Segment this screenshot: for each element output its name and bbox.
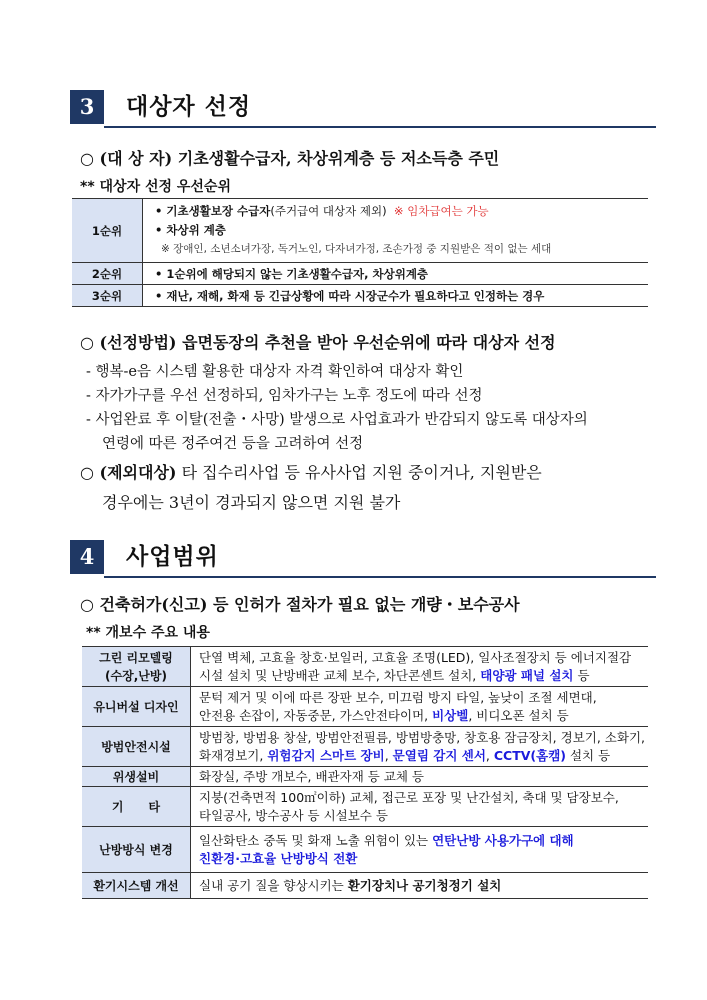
target-line: ○ (대 상 자) 기초생활수급자, 차상위계층 등 저소득층 주민 [80,149,500,168]
table-row: 난방방식 변경 일산화탄소 중독 및 화재 노출 위험이 있는 연탄난방 사용가구에 대해 친환경·고효율 난방방식 전환 [82,827,648,873]
section-number: 3 [70,90,104,124]
scope-line: ○ 건축허가(신고) 등 인허가 절차가 필요 없는 개량・보수공사 [80,595,520,614]
method-item: - 자가가구를 우선 선정하되, 임차가구는 노후 정도에 따라 선정 [86,388,483,404]
exclusion-line-2: 경우에는 3년이 경과되지 않으면 지원 불가 [102,493,401,512]
table-row: 1순위 • 기초생활보장 수급자(주거급여 대상자 제외) ※ 임차급여는 가능 • 차상위 계층 ※ 장애인, 소년소녀가장, 독거노인, 다자녀가정, 조손가정 중 지원받은 적이 없는 세대 [72,199,648,263]
section-number: 4 [70,540,104,574]
section-4-header [70,538,656,578]
repair-table [82,646,648,899]
rank1-note-red: ※ 임차급여는 가능 [393,204,489,218]
section-rule [104,126,656,128]
rank1-item1: 기초생활보장 수급자 [166,204,271,218]
rank-label: 3순위 [72,285,143,307]
table-row: 위생설비 화장실, 주방 개보수, 배관자재 등 교체 등 [82,767,648,787]
rank-label: 2순위 [72,263,143,285]
priority-table [72,198,648,307]
section-title: 대상자 선정 [126,94,252,120]
rank2-text: • 1순위에 해당되지 않는 기초생활수급자, 차상위계층 [143,263,649,285]
method-item: - 사업완료 후 이탈(전출・사망) 발생으로 사업효과가 반감되지 않도록 대상자의 [86,412,588,428]
method-line: ○ (선정방법) 읍면동장의 추천을 받아 우선순위에 따라 대상자 선정 [80,333,556,352]
table-row [72,263,648,285]
table-row: 환기시스템 개선 실내 공기 질을 향상시키는 환기장치나 공기청정기 설치 [82,873,648,899]
rank3-text: • 재난, 재해, 화재 등 긴급상황에 따라 시장군수가 필요하다고 인정하는 경우 [143,285,649,307]
priority-heading: ** 대상자 선정 우선순위 [80,179,231,195]
table-row: 그린 리모델링 (수장,난방) 단열 벽체, 고효율 창호·보일러, 고효율 조명(LED), 일사조절장치 등 에너지절감 시설 설치 및 난방배관 교체 보수, 차단콘센트 설치, 태양광 패널 설치 등 [82,647,648,687]
repair-heading: ** 개보수 주요 내용 [86,625,210,641]
rank1-note: ※ 장애인, 소년소녀가장, 독거노인, 다자녀가정, 조손가정 중 지원받은 적이 없는 세대 [161,243,552,255]
table-row: 기 타 지붕(건축면적 100㎡이하) 교체, 접근로 포장 및 난간설치, 축대 및 담장보수, 타일공사, 방수공사 등 시설보수 등 [82,787,648,827]
table-row: 유니버설 디자인 문턱 제거 및 이에 따른 장판 보수, 미끄럼 방지 타일, 높낮이 조절 세면대, 안전용 손잡이, 자동중문, 가스안전타이머, 비상벨, 비디오폰 설치 등 [82,687,648,727]
table-row: 방범안전시설 방범창, 방범용 창살, 방범안전필름, 방범방충망, 창호용 잠금장치, 경보기, 소화기, 화재경보기, 위험감지 스마트 장비, 문열림 감지 센서, CCTV(홈캠) 설치 등 [82,727,648,767]
exclusion-line: ○ (제외대상) 타 집수리사업 등 유사사업 지원 중이거나, 지원받은 [80,463,542,482]
method-item: - 행복-e음 시스템 활용한 대상자 자격 확인하여 대상자 확인 [86,364,464,380]
section-3-header [70,88,656,128]
rank1-item2: 차상위 계층 [166,223,226,237]
section-rule [104,576,656,578]
method-item: 연령에 따른 정주여건 등을 고려하여 선정 [102,436,364,452]
table-row [72,285,648,307]
section-title: 사업범위 [126,544,219,570]
rank-label: 1순위 [72,199,143,263]
